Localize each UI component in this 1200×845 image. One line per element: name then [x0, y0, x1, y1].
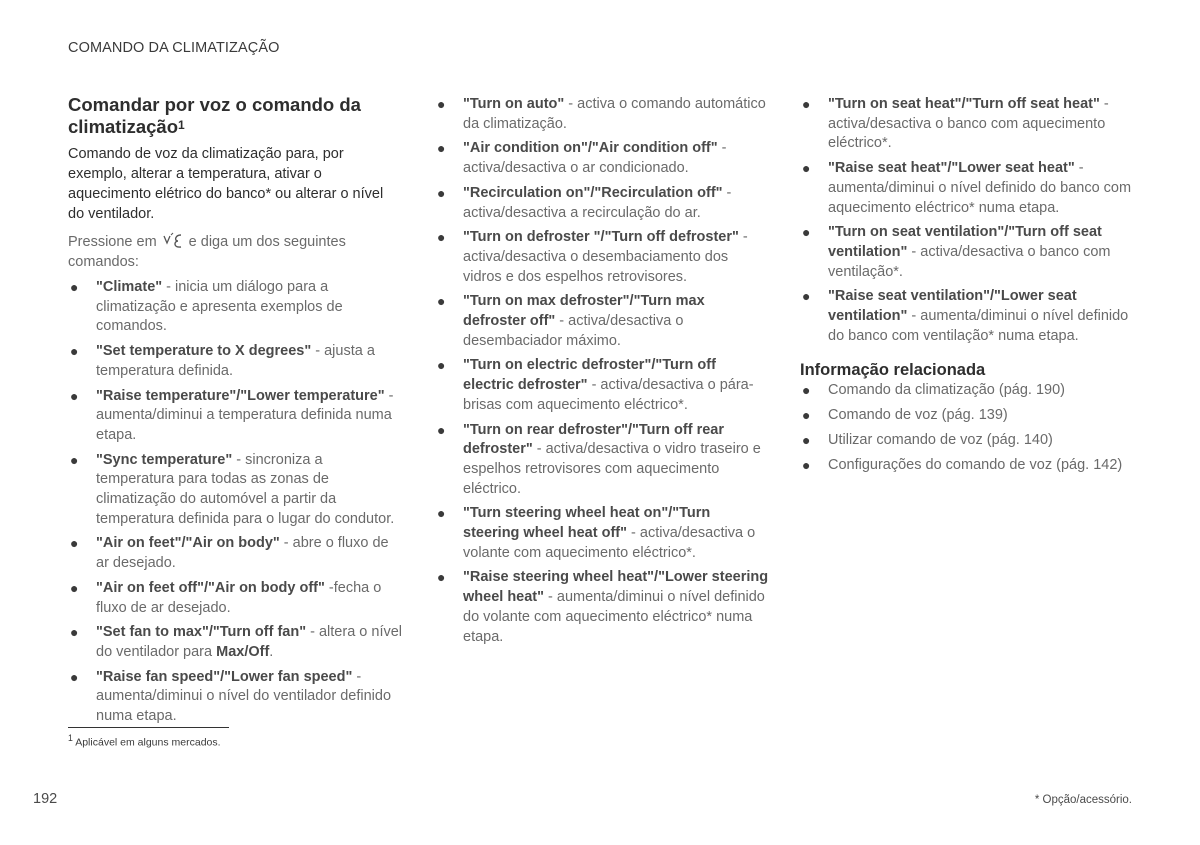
- voice-command: "Raise fan speed"/"Lower fan speed": [96, 668, 353, 685]
- bullet-icon: ●: [802, 224, 811, 241]
- related-link-text: Utilizar comando de voz (pág. 140): [828, 431, 1053, 448]
- voice-control-icon: [161, 232, 185, 250]
- command-list-left: [68, 278, 403, 727]
- command-description: - inicia um diálogo para a climatização e apresenta exemplos de comandos.: [96, 279, 343, 335]
- command-item: [435, 292, 770, 351]
- bullet-icon: ●: [437, 96, 446, 112]
- command-description: - abre o fluxo de ar desejado.: [96, 535, 389, 572]
- bullet-icon: ●: [802, 288, 811, 305]
- voice-command: "Turn on electric defroster"/"Turn off electric defroster": [463, 357, 716, 394]
- setting-value: Max/Off: [216, 643, 270, 660]
- command-description: - aumenta/diminui a temperatura definida numa etapa.: [96, 387, 394, 443]
- command-item: [68, 451, 403, 530]
- bullet-icon: ●: [802, 431, 811, 448]
- command-item: [435, 421, 770, 500]
- command-item: [68, 387, 403, 446]
- command-list-middle: [435, 95, 770, 647]
- voice-command: "Raise seat ventilation"/"Lower seat ventilation": [828, 288, 1077, 325]
- command-item: [68, 668, 403, 727]
- footnote-marker: 1: [178, 118, 185, 132]
- bullet-icon: ●: [437, 229, 446, 246]
- bullet-icon: ●: [437, 140, 446, 157]
- bullet-icon: ●: [70, 579, 79, 596]
- related-link-text: Configurações do comando de voz (pág. 142): [828, 456, 1123, 473]
- press-text-after: e diga um dos seguintes comandos:: [68, 234, 346, 270]
- voice-command: "Turn on seat heat"/"Turn off seat heat": [828, 96, 1100, 112]
- command-item: [800, 223, 1135, 282]
- intro-paragraph: Comando de voz da climatização para, por exemplo, alterar a temperatura, ativar o aquecimento elétrico do banco* ou alterar o nível do ventilador.: [68, 146, 384, 222]
- voice-command: "Turn on max defroster"/"Turn max defroster off": [463, 293, 705, 330]
- bullet-icon: ●: [437, 421, 446, 438]
- command-item: [68, 278, 403, 337]
- related-link-item[interactable]: [800, 381, 1135, 401]
- column-left: [68, 94, 403, 732]
- command-description: - activa/desactiva o banco com aquecimento eléctrico*.: [828, 96, 1109, 152]
- command-item: [800, 159, 1135, 218]
- bullet-icon: ●: [802, 456, 811, 473]
- command-item: [435, 228, 770, 287]
- column-middle: [435, 95, 770, 652]
- command-description: - activa/desactiva o vidro traseiro e espelhos retrovisores com aquecimento eléctrico.: [463, 441, 761, 497]
- bullet-icon: ●: [802, 382, 811, 399]
- footnote: [68, 733, 221, 749]
- command-description: - activa/desactiva o volante com aquecimento eléctrico*.: [463, 525, 756, 561]
- command-item: [435, 568, 770, 647]
- command-description: - activa/desactiva o ar condicionado.: [463, 140, 727, 177]
- voice-command: "Turn on auto": [463, 96, 565, 112]
- press-text-before: Pressione em: [68, 234, 157, 250]
- command-description: - activa/desactiva o banco com ventilação*.: [828, 243, 1111, 280]
- voice-command: "Raise seat heat"/"Lower seat heat": [828, 160, 1075, 177]
- bullet-icon: ●: [437, 569, 446, 586]
- command-item: [435, 95, 770, 134]
- voice-command: "Sync temperature": [96, 451, 233, 468]
- bullet-icon: ●: [802, 160, 811, 177]
- bullet-icon: ●: [70, 279, 79, 295]
- command-item: [800, 95, 1135, 154]
- command-item: [435, 184, 770, 223]
- voice-command: "Turn steering wheel heat on"/"Turn steering wheel heat off": [463, 505, 711, 542]
- command-item: [68, 623, 403, 662]
- voice-command: "Raise steering wheel heat"/"Lower steering wheel heat": [463, 569, 769, 606]
- command-description: - aumenta/diminui o nível definido do volante com aquecimento eléctrico* numa etapa.: [463, 589, 765, 645]
- command-description: - activa/desactiva a recirculação do ar.: [463, 184, 732, 221]
- page-number: 192: [33, 791, 58, 807]
- voice-command: "Set temperature to X degrees": [96, 343, 312, 360]
- voice-command: "Air condition on"/"Air condition off": [463, 140, 718, 157]
- related-link-item[interactable]: [800, 406, 1135, 426]
- related-link-text: Comando de voz (pág. 139): [828, 407, 1008, 424]
- bullet-icon: ●: [70, 624, 79, 641]
- command-description: - altera o nível do ventilador para: [96, 624, 403, 660]
- voice-command: "Climate": [96, 279, 163, 295]
- section-title: [68, 94, 403, 138]
- voice-command: "Turn on defroster "/"Turn off defroster": [463, 229, 739, 246]
- command-description-end: .: [269, 643, 274, 660]
- command-description: - aumenta/diminui o nível definido do banco com aquecimento eléctrico* numa etapa.: [828, 160, 1132, 216]
- command-description: - sincroniza a temperatura para todas as zonas de climatização do automóvel a partir da temperatura definida para o lugar do condutor.: [96, 451, 395, 527]
- command-description: - activa/desactiva o desembaciamento dos vidros e dos espelhos retrovisores.: [463, 229, 748, 285]
- bullet-icon: ●: [70, 451, 79, 468]
- command-item: [435, 139, 770, 178]
- footnote-divider: [68, 727, 229, 728]
- bullet-icon: ●: [802, 407, 811, 424]
- voice-command: "Turn on rear defroster"/"Turn off rear defroster": [463, 421, 724, 458]
- command-list-right: [800, 95, 1135, 346]
- related-link-text: Comando da climatização (pág. 190): [828, 382, 1065, 399]
- related-link-item[interactable]: [800, 431, 1135, 451]
- command-description: - activa o comando automático da climatização.: [463, 96, 766, 132]
- voice-command: "Raise temperature"/"Lower temperature": [96, 387, 385, 404]
- bullet-icon: ●: [70, 387, 79, 404]
- command-description: - ajusta a temperatura definida.: [96, 343, 375, 379]
- related-info-list: [800, 381, 1135, 475]
- voice-command: "Turn on seat ventilation"/"Turn off seat ventilation": [828, 224, 1102, 260]
- bullet-icon: ●: [70, 343, 79, 360]
- related-link-item[interactable]: [800, 456, 1135, 476]
- footnote-number: 1: [68, 733, 73, 743]
- command-description: -fecha o fluxo de ar desejado.: [96, 579, 382, 616]
- command-item: [800, 287, 1135, 346]
- command-item: [68, 579, 403, 618]
- voice-command: "Set fan to max"/"Turn off fan": [96, 624, 307, 641]
- command-item: [68, 534, 403, 573]
- running-header: COMANDO DA CLIMATIZAÇÃO: [68, 40, 280, 56]
- press-instruction: [68, 232, 403, 272]
- option-note: * Opção/acessório.: [1034, 794, 1132, 806]
- command-description: - activa/desactiva o desembaciador máximo.: [463, 313, 684, 349]
- command-description: - aumenta/diminui o nível do ventilador definido numa etapa.: [96, 668, 392, 725]
- bullet-icon: ●: [802, 96, 811, 112]
- bullet-icon: ●: [70, 535, 79, 552]
- voice-command: "Recirculation on"/"Recirculation off": [463, 184, 723, 201]
- voice-command: "Air on feet"/"Air on body": [96, 535, 280, 552]
- bullet-icon: ●: [437, 184, 446, 201]
- related-info-heading: Informação relacionada: [800, 361, 986, 380]
- bullet-icon: ●: [70, 668, 79, 685]
- command-item: [435, 356, 770, 415]
- footnote-text: Aplicável em alguns mercados.: [75, 736, 221, 749]
- command-item: [68, 342, 403, 381]
- command-item: [435, 504, 770, 563]
- command-description: - aumenta/diminui o nível definido do banco com ventilação* numa etapa.: [828, 308, 1129, 344]
- bullet-icon: ●: [437, 505, 446, 522]
- bullet-icon: ●: [437, 357, 446, 374]
- bullet-icon: ●: [437, 293, 446, 310]
- voice-command: "Air on feet off"/"Air on body off": [96, 579, 325, 596]
- section-title-text: Comandar por voz o comando da climatização: [68, 94, 361, 137]
- column-right: [800, 95, 1135, 480]
- command-description: - activa/desactiva o pára-brisas com aquecimento eléctrico*.: [463, 377, 754, 413]
